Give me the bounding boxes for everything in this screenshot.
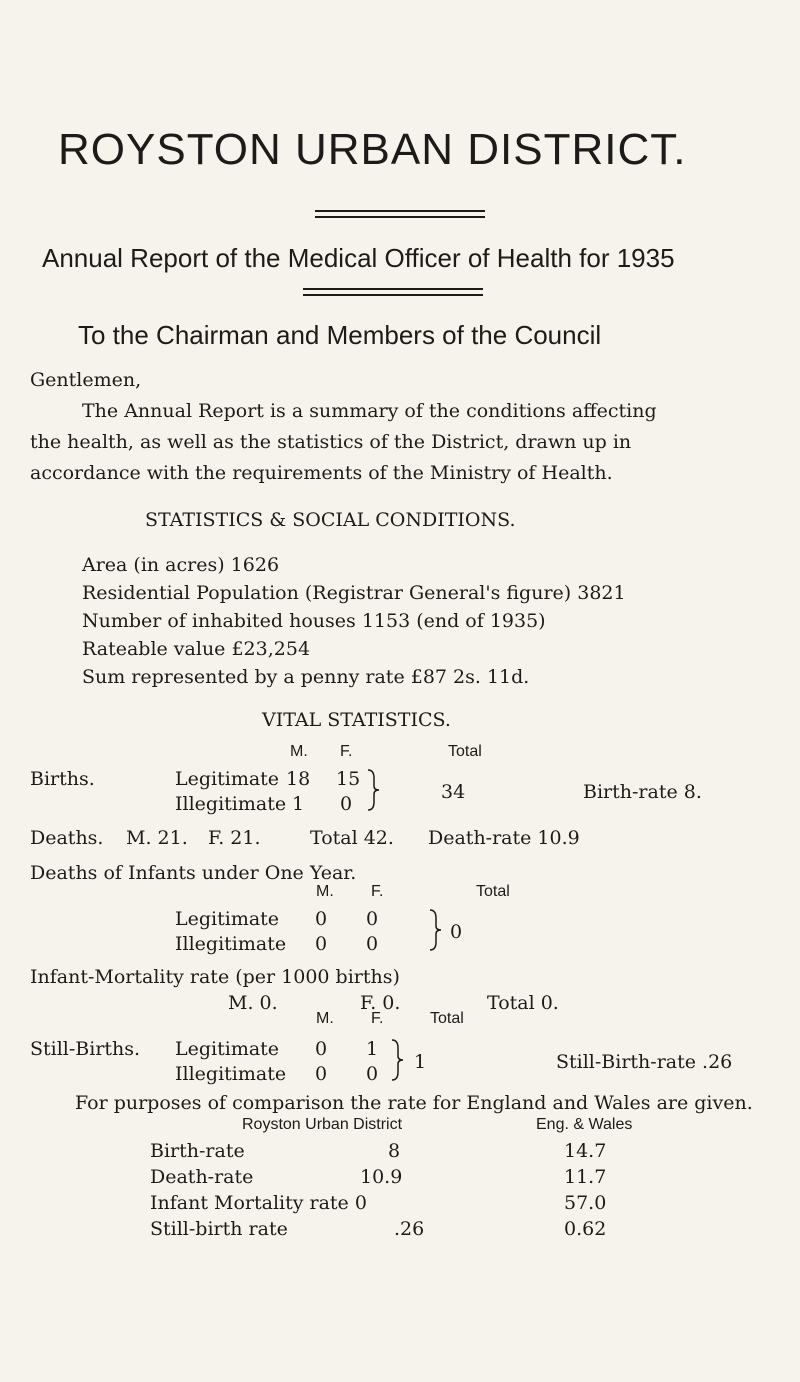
births-illegit-label: Illegitimate xyxy=(175,793,287,815)
still-legit-f: 1 xyxy=(366,1038,379,1060)
intro-line-1: The Annual Report is a summary of the conditions affecting xyxy=(82,400,657,422)
stat-area: Area (in acres) 1626 xyxy=(82,554,280,576)
salutation: To the Chairman and Members of the Council xyxy=(78,320,602,350)
infant-illegit-m: 0 xyxy=(315,933,328,955)
infant-mortality-heading: Infant-Mortality rate (per 1000 births) xyxy=(30,966,400,988)
birth-rate: Birth-rate 8. xyxy=(583,781,702,803)
comparison-death-eng: 11.7 xyxy=(564,1166,607,1188)
comparison-still-label: Still-birth rate xyxy=(150,1218,288,1240)
births-legit-f: 15 xyxy=(336,768,361,790)
births-illegit-f: 0 xyxy=(340,793,353,815)
deaths-m: M. 21. xyxy=(126,827,188,849)
infant-legit-m: 0 xyxy=(315,908,328,930)
vital-heading: VITAL STATISTICS. xyxy=(262,709,451,731)
still-illegit-f: 0 xyxy=(366,1063,379,1085)
births-legit-m: 18 xyxy=(286,768,311,790)
comparison-death-label: Death-rate xyxy=(150,1166,254,1188)
infant-col-m: M. xyxy=(316,883,334,900)
births-label: Births. xyxy=(30,768,95,790)
infant-mortality-total: Total 0. xyxy=(487,992,559,1014)
comparison-still-eng: 0.62 xyxy=(564,1218,607,1240)
still-col-f: F. xyxy=(371,1010,384,1027)
divider-top-2 xyxy=(315,216,485,218)
still-legit-m: 0 xyxy=(315,1038,328,1060)
divider-mid-2 xyxy=(303,294,483,296)
stat-rateable-value: Rateable value £23,254 xyxy=(82,638,311,660)
greeting: Gentlemen, xyxy=(30,369,142,391)
infant-illegit-label: Illegitimate xyxy=(175,933,287,955)
infant-deaths-heading: Deaths of Infants under One Year. xyxy=(30,862,357,884)
comparison-still-district: .26 xyxy=(394,1218,425,1240)
infant-col-f: F. xyxy=(371,883,384,900)
comparison-infant-eng: 57.0 xyxy=(564,1192,607,1214)
stat-houses: Number of inhabited houses 1153 (end of 1935) xyxy=(82,610,546,632)
comparison-birth-district: 8 xyxy=(388,1140,401,1162)
divider-mid-1 xyxy=(303,288,483,290)
divider-top-1 xyxy=(315,210,485,212)
deaths-total: Total 42. xyxy=(310,827,394,849)
infant-mortality-f: F. 0. xyxy=(360,992,401,1014)
births-illegit-m: 1 xyxy=(292,793,305,815)
still-total: 1 xyxy=(414,1051,427,1073)
infant-legit-label: Legitimate xyxy=(175,908,280,930)
comparison-birth-eng: 14.7 xyxy=(564,1140,607,1162)
comparison-col-district: Royston Urban District xyxy=(242,1116,403,1133)
stat-penny-rate: Sum represented by a penny rate £87 2s. 11d. xyxy=(82,666,530,688)
births-brace xyxy=(366,768,382,812)
comparison-death-district: 10.9 xyxy=(360,1166,403,1188)
still-illegit-m: 0 xyxy=(315,1063,328,1085)
intro-line-2: the health, as well as the statistics of the District, drawn up in xyxy=(30,431,632,453)
comparison-infant-label: Infant Mortality rate 0 xyxy=(150,1192,367,1214)
deaths-label: Deaths. xyxy=(30,827,104,849)
comparison-col-eng: Eng. & Wales xyxy=(536,1116,633,1133)
infant-total: 0 xyxy=(450,921,463,943)
report-subtitle: Annual Report of the Medical Officer of Health for 1935 xyxy=(42,243,675,273)
comparison-intro: For purposes of comparison the rate for England and Wales are given. xyxy=(75,1092,753,1114)
comparison-birth-label: Birth-rate xyxy=(150,1140,245,1162)
still-legit-label: Legitimate xyxy=(175,1038,280,1060)
statistics-heading: STATISTICS & SOCIAL CONDITIONS. xyxy=(145,509,516,531)
births-legit-label: Legitimate xyxy=(175,768,280,790)
infant-illegit-f: 0 xyxy=(366,933,379,955)
intro-line-3: accordance with the requirements of the Ministry of Health. xyxy=(30,462,613,484)
infant-brace xyxy=(428,908,444,952)
still-births-label: Still-Births. xyxy=(30,1038,141,1060)
infant-col-total: Total xyxy=(476,883,510,900)
deaths-f: F. 21. xyxy=(208,827,261,849)
births-total: 34 xyxy=(441,781,466,803)
death-rate: Death-rate 10.9 xyxy=(428,827,580,849)
still-illegit-label: Illegitimate xyxy=(175,1063,287,1085)
page-title: ROYSTON URBAN DISTRICT. xyxy=(58,125,687,174)
still-birth-rate: Still-Birth-rate .26 xyxy=(556,1051,733,1073)
infant-legit-f: 0 xyxy=(366,908,379,930)
still-brace xyxy=(390,1038,406,1082)
infant-mortality-m: M. 0. xyxy=(228,992,278,1014)
still-col-m: M. xyxy=(316,1010,334,1027)
births-col-m: M. xyxy=(290,743,308,760)
births-col-f: F. xyxy=(340,743,353,760)
still-col-total: Total xyxy=(430,1010,464,1027)
stat-population: Residential Population (Registrar General's figure) 3821 xyxy=(82,582,626,604)
births-col-total: Total xyxy=(448,743,482,760)
